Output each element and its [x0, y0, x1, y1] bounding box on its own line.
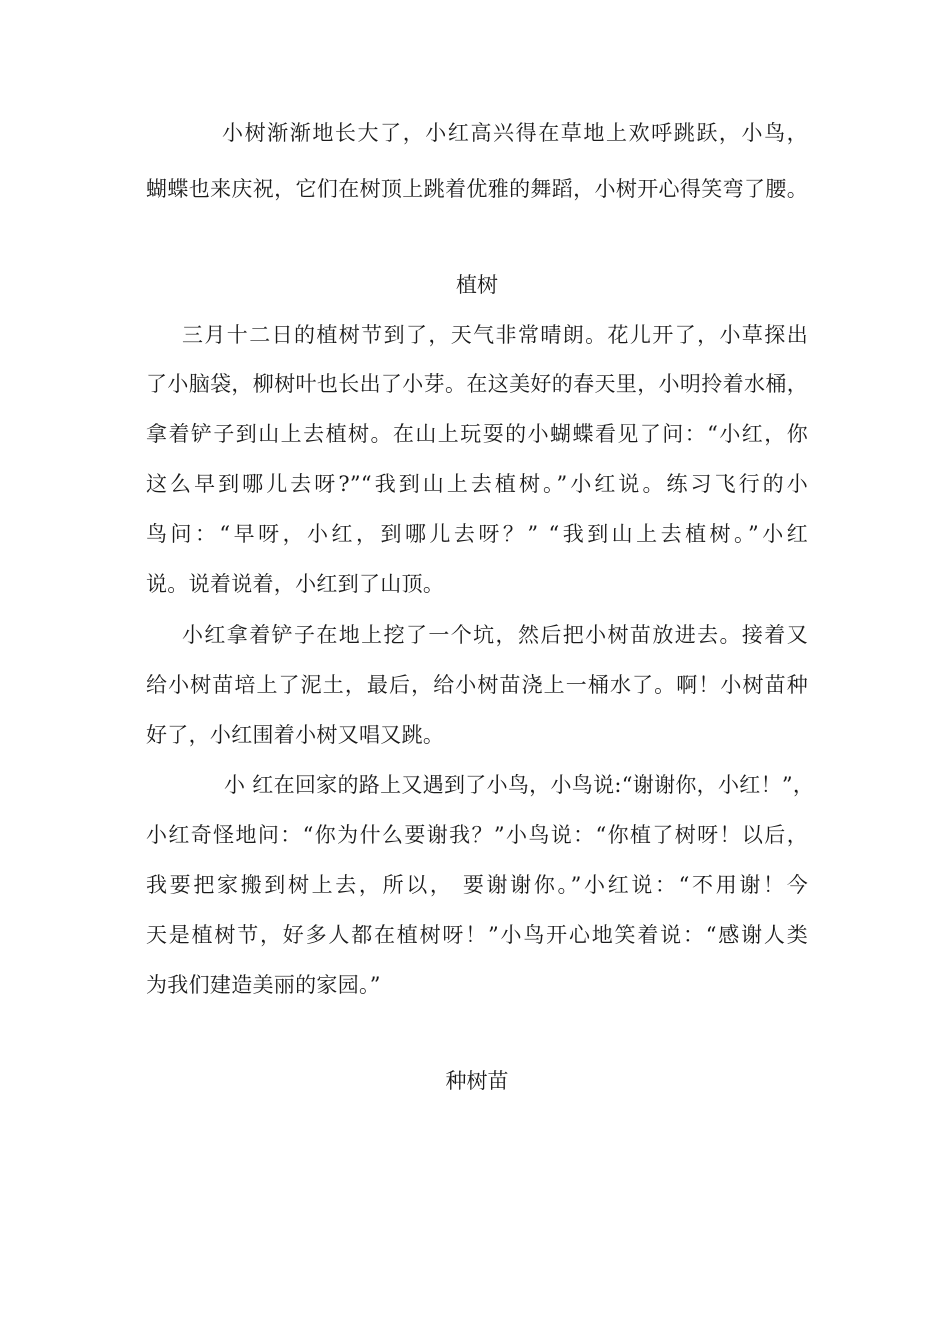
p1-line-6: 说。说着说着，小红到了山顶。: [146, 572, 445, 596]
intro-line-2: 蝴蝶也来庆祝，它们在树顶上跳着优雅的舞蹈，小树开心得笑弯了腰。: [146, 177, 808, 201]
p3-line-2: 小红奇怪地问：“你为什么要谢我？”小鸟说：“你植了树呀！以后，: [146, 823, 808, 847]
p1-line-4: 这么早到哪儿去呀?”“我到山上去植树。”小红说。练习飞行的小: [146, 472, 808, 496]
section-title-planting: 植树: [456, 273, 498, 297]
intro-line-1: 小树渐渐地长大了，小红高兴得在草地上欢呼跳跃，小鸟，: [222, 121, 808, 145]
p2-line-1: 小红拿着铲子在地上挖了一个坑，然后把小树苗放进去。接着又: [182, 623, 808, 647]
p3-line-4: 天是植树节，好多人都在植树呀！”小鸟开心地笑着说：“感谢人类: [146, 923, 808, 947]
p3-line-3: 我要把家搬到树上去，所以， 要谢谢你。”小红说：“不用谢！今: [146, 873, 808, 897]
p1-line-3: 拿着铲子到山上去植树。在山上玩耍的小蝴蝶看见了问：“小红，你: [146, 422, 808, 446]
p1-line-2: 了小脑袋，柳树叶也长出了小芽。在这美好的春天里，小明拎着水桶，: [146, 372, 808, 396]
p2-line-2: 给小树苗培上了泥土，最后，给小树苗浇上一桶水了。啊！小树苗种: [146, 673, 808, 697]
p3-line-1: 小 红在回家的路上又遇到了小鸟，小鸟说:“谢谢你，小红！”，: [224, 773, 815, 797]
p1-line-5: 鸟问：“早呀，小红，到哪儿去呀？” “我到山上去植树。”小红: [146, 522, 808, 546]
p1-line-1: 三月十二日的植树节到了，天气非常晴朗。花儿开了，小草探出: [182, 323, 808, 347]
p3-line-5: 为我们建造美丽的家园。”: [146, 973, 381, 997]
section-title-seedling: 种树苗: [445, 1069, 509, 1093]
p2-line-3: 好了，小红围着小树又唱又跳。: [146, 723, 445, 747]
